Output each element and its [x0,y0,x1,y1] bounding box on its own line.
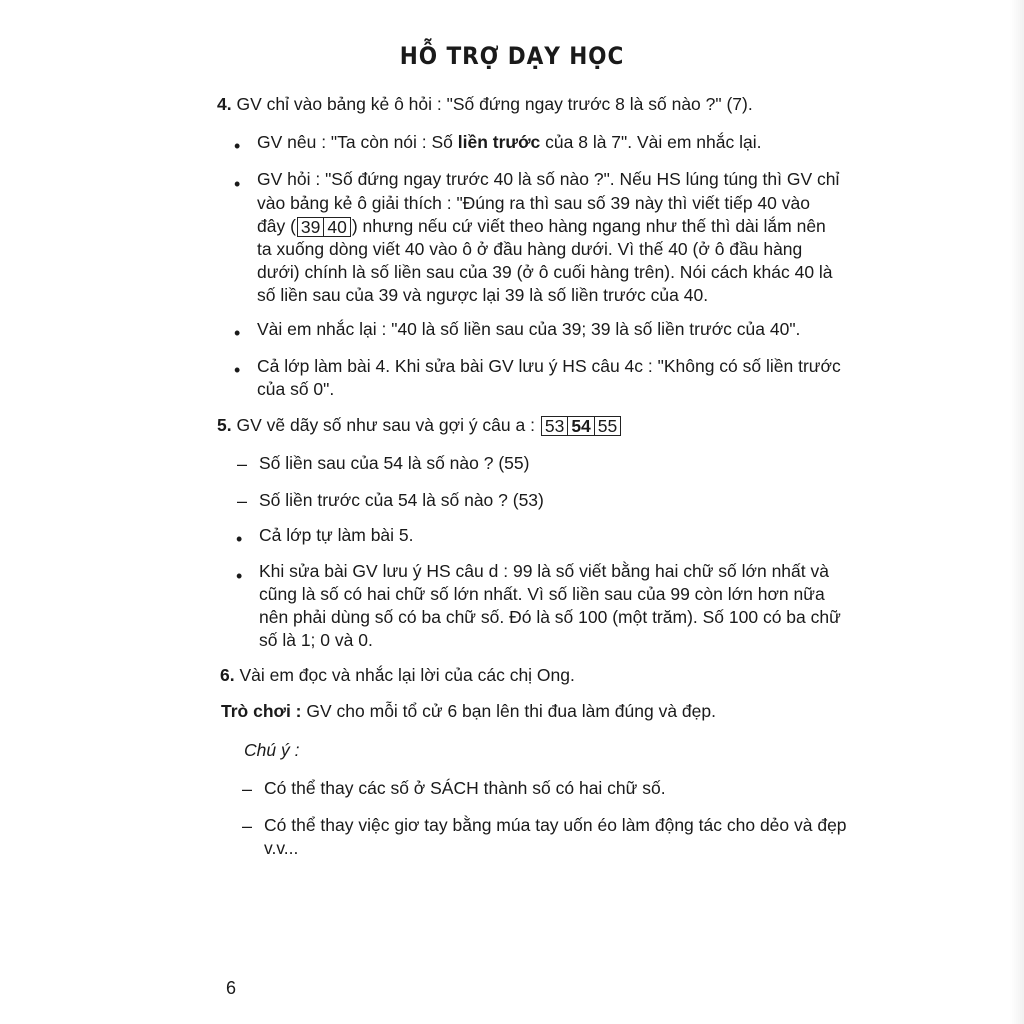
section-4-bullet-3: Vài em nhắc lại : "40 là số liền sau của 39; 39 là số liền trước của 40". [257,319,801,339]
grid-cell-39: 39 [300,217,321,238]
sequence-cell: 53 [544,416,565,437]
dash-icon: – [242,816,253,836]
section-5-intro-text: GV vẽ dãy số như sau và gợi ý câu a : [236,415,535,435]
section-4-bullet-2-line-3 [257,214,826,238]
section-5-intro [217,413,622,437]
dash-icon: – [237,491,248,511]
section-5-bullet-2-line-4: số là 1; 0 và 0. [259,630,373,650]
page-title: HỖ TRỢ DẠY HỌC [399,42,625,70]
section-4-bullet-2-line-6: số liền sau của 39 và ngược lại 39 là số liền trước của 40. [257,285,709,305]
section-4-bullet-1 [257,130,761,154]
section-6-text: Vài em đọc và nhắc lại lời của các chị Ong. [239,665,575,685]
game-label: Trò chơi : [221,701,302,721]
line-3-text-pre: đây ( [257,216,296,236]
section-4-bullet-2-line-1: GV hỏi : "Số đứng ngay trước 40 là số nào ?". Nếu HS lúng túng thì GV chỉ [257,169,840,189]
bullet-icon: • [236,566,243,586]
note-dash-2-line-1: Có thể thay việc giơ tay bằng múa tay uốn éo làm động tác cho dẻo và đẹp [264,815,847,835]
grid-cell-40: 40 [323,218,349,236]
bullet-1-text-pre: GV nêu : "Ta còn nói : Số [257,132,458,152]
section-5-bullet-2-line-2: cũng là số có hai chữ số lớn nhất. Vì số liền sau của 99 còn lớn hơn nữa [259,584,825,604]
section-4-intro [217,92,753,116]
page-number: 6 [226,978,237,998]
dash-icon: – [237,454,248,474]
note-dash-2-line-2: v.v... [264,838,299,858]
section-4-intro-text: GV chỉ vào bảng kẻ ô hỏi : "Số đứng ngay trước 8 là số nào ?" (7). [236,94,753,114]
section-6-number: 6. [220,665,235,685]
bullet-icon: • [234,174,241,194]
sequence-cell: 55 [594,417,620,435]
note-label: Chú ý : [244,740,300,760]
section-4-bullet-2-line-2: vào bảng kẻ ô giải thích : "Đúng ra thì sau số 39 này thì viết tiếp 40 vào [257,193,810,213]
bullet-1-bold-term: liền trước [457,132,541,152]
note-dash-1: Có thể thay các số ở SÁCH thành số có hai chữ số. [264,778,666,798]
bullet-icon: • [236,529,243,549]
number-sequence-box [541,416,621,436]
line-3-text-post: ) nhưng nếu cứ viết theo hàng ngang như thế thì dài lắm nên [351,216,826,236]
section-4-number: 4. [217,94,232,114]
section-4-bullet-2-line-4: ta xuống dòng viết 40 vào ô ở đầu hàng dưới. Vì thế 40 (ở ô đầu hàng [257,239,803,259]
section-5-number: 5. [217,415,232,435]
section-5-dash-1: Số liền sau của 54 là số nào ? (55) [259,453,530,473]
number-grid-box [297,217,351,237]
dash-icon: – [242,779,253,799]
section-5-bullet-2-line-3: nên phải dùng số có ba chữ số. Đó là số 100 (một trăm). Số 100 có ba chữ [259,607,841,627]
section-4-bullet-4-line-1: Cả lớp làm bài 4. Khi sửa bài GV lưu ý HS câu 4c : "Không có số liền trước [257,356,841,376]
section-5-bullet-1: Cả lớp tự làm bài 5. [259,525,414,545]
section-4-bullet-4-line-2: của số 0". [257,379,335,399]
sequence-cell-highlighted: 54 [567,417,593,435]
bullet-icon: • [234,360,241,380]
page-edge-shadow [1010,0,1024,1024]
section-5-dash-2: Số liền trước của 54 là số nào ? (53) [259,490,544,510]
bullet-icon: • [234,323,241,343]
game-paragraph [221,699,716,723]
bullet-icon: • [234,136,241,156]
bullet-1-text-post: của 8 là 7". Vài em nhắc lại. [540,132,762,152]
section-5-bullet-2-line-1: Khi sửa bài GV lưu ý HS câu d : 99 là số viết bằng hai chữ số lớn nhất và [259,561,829,581]
section-6 [220,663,575,687]
section-4-bullet-2-line-5: dưới) chính là số liền sau của 39 (ở ô cuối hàng trên). Nói cách khác 40 là [257,262,833,282]
game-text: GV cho mỗi tổ cử 6 bạn lên thi đua làm đúng và đẹp. [306,701,716,721]
